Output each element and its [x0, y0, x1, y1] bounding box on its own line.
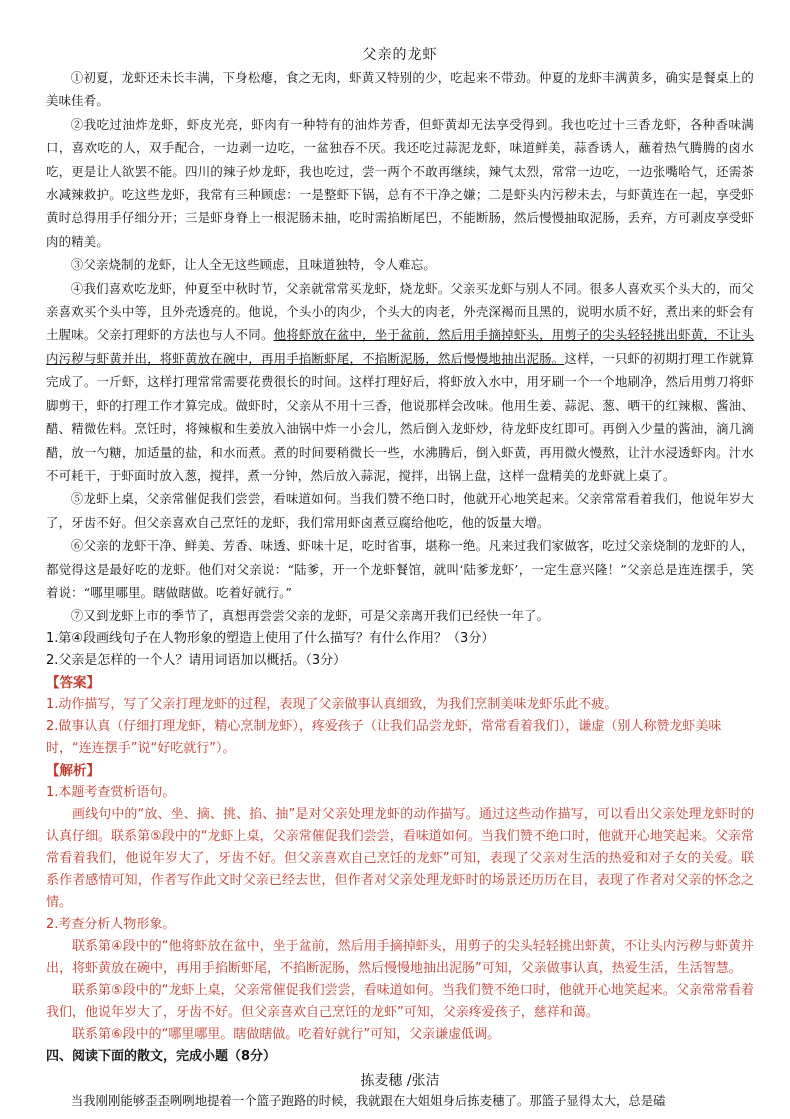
paragraph-7: ⑦又到龙虾上市的季节了，真想再尝尝父亲的龙虾，可是父亲离开我们已经快一年了。 [70, 608, 550, 624]
paragraph-6: ⑥父亲的龙虾干净、鲜美、芳香、味透、虾味十足，吃时省事，堪称一绝。凡来过我们家做客，吃过父亲烧制的龙虾的人，都觉得这是最好吃的龙虾。他们对父亲说：“陆爹，开一个龙虾餐馆，就叫‘陆爹龙虾’，一定生意兴隆！”父亲总是连连摆手，笑着说：“哪里哪里。瞎做瞎做。吃着好就行。” [46, 538, 754, 600]
section-4-first-line: 当我刚刚能够歪歪咧咧地提着一个篮子跑路的时候，我就跟在大姐姐身后拣麦穗了。那篮子显得太大，总是磕 [70, 1092, 666, 1108]
analysis-q2-body-2: 联系第⑤段中的“龙虾上桌，父亲常催促我们尝尝，看味道如何。当我们赞不绝口时，他就开心地笑起来。父亲常常看着我们，他说年岁大了，牙齿不好。但父亲喜欢自己烹饪的龙虾”可知，父亲疼爱孩子，慈祥和蔼。 [46, 982, 754, 1020]
document-page [46, 44, 754, 1112]
paragraph-4-before: ④我们喜欢吃龙虾，仲夏至中秋时节，父亲就常常买龙虾，烧龙虾。父亲买龙虾与别人不同。很多人喜欢买个头大的，而父亲喜欢买个头中等，且外壳透亮的。他说，个头小的肉少，个头大的肉老，外壳深褐而且黑的，说明水质不好，煮出来的虾会有土腥味。父亲打理虾的方法也与人不同。 [46, 280, 754, 343]
question-1: 1.第④段画线句子在人物形象的塑造上使用了什么描写？有什么作用？（3分） [46, 630, 495, 646]
analysis-q2-title: 2.考查分析人物形象。 [46, 916, 176, 932]
analysis-q1-body: 画线句中的“放、坐、摘、挑、掐、抽”是对父亲处理龙虾的动作描写。通过这些动作描写，可以看出父亲处理龙虾时的认真仔细。联系第⑤段中的“龙虾上桌，父亲常催促我们尝尝，看味道如何。当我们赞不绝口时，他就开心地笑起来。父亲常常看着我们，他说年岁大了，牙齿不好。但父亲喜欢自己烹饪的龙虾”可知，表现了父亲对生活的热爱和对子女的关爱。联系作者感情可知，作者写作此文时父亲已经去世，但作者对父亲处理龙虾时的场景还历历在目，表现了作者对父亲的怀念之情。 [46, 806, 754, 910]
section-4-title: 拣麦穗 /张洁 [360, 1072, 440, 1089]
question-2: 2.父亲是怎样的一个人？请用词语加以概括。（3分） [46, 652, 347, 668]
analysis-q1-title: 1.本题考查赏析语句。 [46, 784, 176, 800]
section-4-heading: 四、阅读下面的散文，完成小题（8分） [46, 1048, 277, 1064]
paragraph-3: ③父亲烧制的龙虾，让人全无这些顾虑，且味道独特，令人难忘。 [70, 257, 436, 273]
paragraph-5: ⑤龙虾上桌，父亲常催促我们尝尝，看味道如何。当我们赞不绝口时，他就开心地笑起来。父亲常常看着我们，他说年岁大了，牙齿不好。但父亲喜欢自己烹饪的龙虾，我们常用虾卤煮豆腐给他吃，他的饭量大增。 [46, 491, 754, 530]
analysis-q2-body-3: 联系第⑥段中的“哪里哪里。瞎做瞎做。吃着好就行”可知，父亲谦虚低调。 [72, 1026, 501, 1042]
analysis-header: 【解析】 [46, 762, 100, 779]
underlined-sentence: 他将虾放在盆中，坐于盆前，然后用手摘掉虾头，用剪子的尖头轻轻挑出虾黄，不让头内污秽与虾黄并出，将虾黄放在碗中，再用手掐断虾尾，不掐断泥肠，然后慢慢地抽出泥肠。 [46, 327, 754, 366]
answer-header: 【答案】 [46, 674, 100, 691]
analysis-q2-body-1: 联系第④段中的“他将虾放在盆中，坐于盆前，然后用手摘掉虾头，用剪子的尖头轻轻挑出虾黄，不让头内污秽与虾黄并出，将虾黄放在碗中，再用手掐断虾尾，不掐断泥肠，然后慢慢地抽出泥肠”可知，父亲做事认真，热爱生活，生活智慧。 [46, 938, 754, 976]
paragraph-4-after: 这样，一只虾的初期打理工作就算完成了。一斤虾，这样打理常常需要花费很长的时间。这样打理好后，将虾放入水中，用牙刷一个一个地刷净，然后用剪刀将虾脚剪干，虾的打理工作才算完成。做虾时，父亲从不用十三香，他说那样会改味。他用生姜、蒜泥、葱、晒干的红辣椒、酱油、醋、精微佐料。烹饪时，将辣椒和生姜放入油锅中炸一小会儿，然后倒入龙虾炒，待龙虾皮红即可。再倒入少量的酱油，滴几滴醋，放一勺糖，加适量的盐，和水而煮。煮的时间要稍微长一些，水沸腾后，倒入虾黄，再用微火慢熬，让汁水浸透虾肉。汁水不可耗干，于虾面时放入葱，搅拌，煮一分钟，然后放入蒜泥，搅拌，出锅上盘，这样一盘精美的龙虾就上桌了。 [46, 350, 755, 483]
paragraph-1: ①初夏，龙虾还未长丰满，下身松瘪，食之无肉，虾黄又特别的少，吃起来不带劲。仲夏的龙虾丰满黄多，确实是餐桌上的美味佳肴。 [46, 70, 754, 109]
article-title: 父亲的龙虾 [362, 47, 438, 63]
answer-1: 1.动作描写，写了父亲打理龙虾的过程，表现了父亲做事认真细致，为我们烹制美味龙虾乐此不疲。 [46, 696, 618, 712]
paragraph-2: ②我吃过油炸龙虾，虾皮光亮，虾肉有一种特有的油炸芳香，但虾黄却无法享受得到。我也吃过十三香龙虾，各种香味满口，喜欢吃的人，双手配合，一边剥一边吃，一盆独吞不厌。我还吃过蒜泥龙虾，味道鲜美，蒜香诱人，蘸着热气腾腾的卤水吃，更是让人欲罢不能。四川的辣子炒龙虾，我也吃过，尝一两个不敢再继续，辣气太烈，常常一边吃，一边张嘴哈气，还需茶水减辣救护。吃这些龙虾，我常有三种顾虑：一是整虾下锅，总有不干净之嫌；二是虾头内污秽未去，与虾黄连在一起，享受虾黄时总得用手仔细分开；三是虾身脊上一根泥肠未抽，吃时需掐断尾巴，不能断肠，然后慢慢抽取泥肠，丢弃，方可剥皮享受虾肉的精美。 [46, 116, 754, 249]
paragraph-4 [46, 277, 754, 488]
answer-2: 2.做事认真（仔细打理龙虾，精心烹制龙虾），疼爱孩子（让我们品尝龙虾，常常看着我们），谦虚（别人称赞龙虾美味时，“连连摆手”说“好吃就行”）。 [46, 718, 722, 756]
